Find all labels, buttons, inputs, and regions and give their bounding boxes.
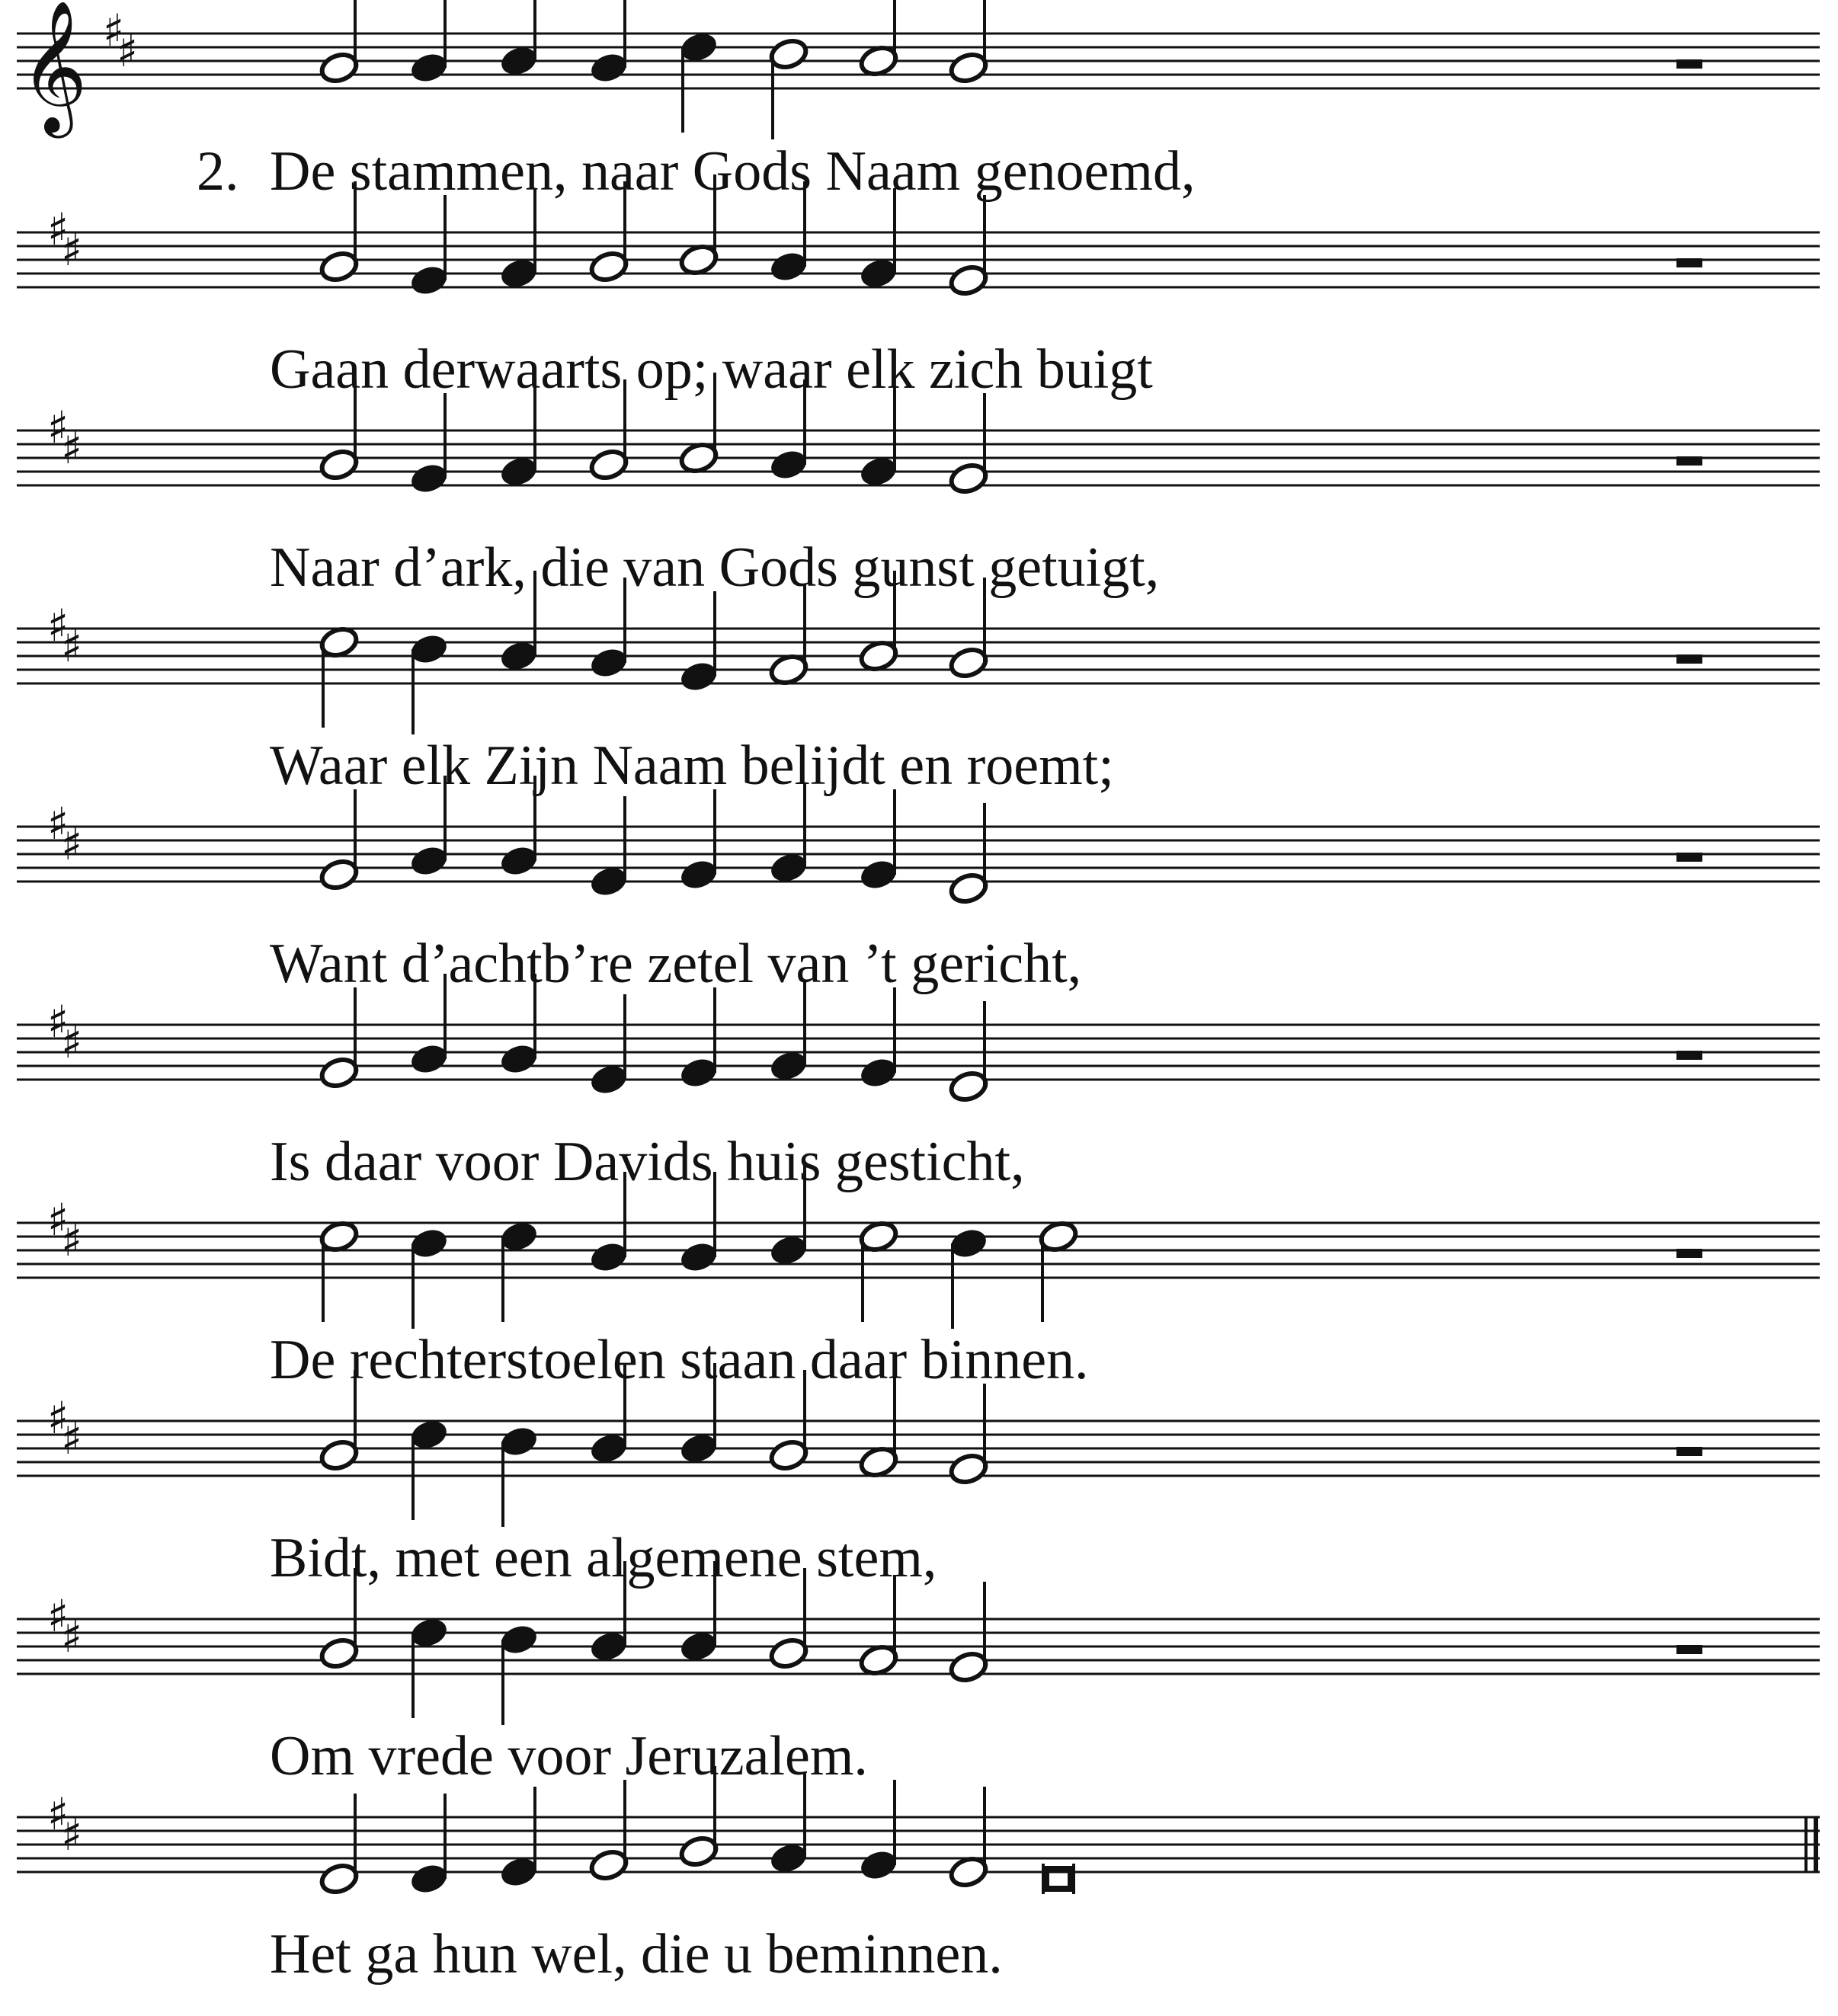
quarter-note: [498, 1219, 540, 1254]
key-sharp-f-icon: ♯: [47, 996, 69, 1048]
breath-mark: [1676, 1249, 1702, 1258]
quarter-note: [498, 454, 540, 489]
quarter-note: [678, 1055, 719, 1090]
half-note: [588, 447, 629, 482]
quarter-note: [588, 1629, 629, 1664]
key-sharp-f-icon: ♯: [47, 1392, 69, 1444]
half-note: [319, 625, 360, 660]
half-note: [319, 1861, 360, 1896]
quarter-note: [498, 843, 540, 878]
lyric-line: De rechterstoelen staan daar binnen.: [270, 1329, 1089, 1391]
half-note: [948, 1650, 989, 1685]
quarter-note: [408, 50, 450, 85]
key-sharp-c-icon: ♯: [61, 422, 83, 474]
key-sharp-c-icon: ♯: [61, 818, 83, 870]
half-note: [948, 1069, 989, 1104]
half-note: [319, 1636, 360, 1671]
quarter-note: [588, 50, 629, 85]
half-note: [319, 447, 360, 482]
half-note: [948, 461, 989, 496]
quarter-note: [498, 1622, 540, 1657]
key-sharp-c-icon: ♯: [61, 1214, 83, 1266]
quarter-note: [498, 1424, 540, 1459]
quarter-note: [498, 1042, 540, 1077]
quarter-note: [678, 1431, 719, 1466]
quarter-note: [408, 1226, 450, 1261]
breath-mark: [1676, 654, 1702, 664]
lyric-line: Naar d’ark, die van Gods gunst getuigt,: [270, 536, 1160, 599]
half-note: [858, 1445, 899, 1480]
half-note: [948, 871, 989, 906]
half-note: [678, 242, 719, 277]
half-note: [948, 645, 989, 680]
half-note: [858, 1643, 899, 1678]
quarter-note: [408, 1417, 450, 1452]
half-note: [588, 1848, 629, 1883]
half-note: [768, 652, 809, 687]
quarter-note: [858, 857, 899, 892]
key-sharp-f-icon: ♯: [47, 798, 69, 850]
quarter-note: [678, 1240, 719, 1275]
lyric-line: Waar elk Zijn Naam belijdt en roemt;: [270, 734, 1114, 797]
lyric-line: Want d’achtb’re zetel van ’t gericht,: [270, 933, 1082, 995]
quarter-note: [498, 43, 540, 78]
lyric-line: Is daar voor Davids huis gesticht,: [270, 1131, 1025, 1193]
lyric-line: Gaan derwaarts op; waar elk zich buigt: [270, 338, 1153, 401]
key-sharp-c-icon: ♯: [117, 25, 139, 77]
half-note: [319, 249, 360, 284]
quarter-note: [678, 1629, 719, 1664]
quarter-note: [948, 1226, 989, 1261]
half-note: [948, 50, 989, 85]
key-sharp-c-icon: ♯: [61, 224, 83, 276]
staff-system: [17, 0, 1820, 139]
half-note: [678, 440, 719, 475]
half-note: [319, 1055, 360, 1090]
half-note: [678, 1834, 719, 1869]
breath-mark: [1676, 853, 1702, 862]
key-sharp-f-icon: ♯: [47, 1590, 69, 1642]
quarter-note: [678, 30, 719, 65]
quarter-note: [858, 256, 899, 291]
quarter-note: [678, 659, 719, 694]
quarter-note: [678, 857, 719, 892]
quarter-note: [768, 1048, 809, 1083]
breath-mark: [1676, 258, 1702, 267]
lyric-line: De stammen, naar Gods Naam genoemd,: [270, 140, 1196, 203]
quarter-note: [768, 850, 809, 885]
verse-number: 2.: [197, 140, 239, 203]
key-sharp-c-icon: ♯: [61, 1611, 83, 1662]
half-note: [768, 1438, 809, 1473]
half-note: [768, 1636, 809, 1671]
quarter-note: [768, 1841, 809, 1876]
treble-clef-icon: 𝄞: [20, 0, 88, 133]
key-sharp-f-icon: ♯: [47, 1788, 69, 1840]
quarter-note: [588, 645, 629, 680]
key-sharp-f-icon: ♯: [47, 600, 69, 651]
key-sharp-f-icon: ♯: [47, 1194, 69, 1246]
key-sharp-f-icon: ♯: [47, 203, 69, 255]
breath-mark: [1676, 1051, 1702, 1060]
key-sharp-f-icon: ♯: [47, 402, 69, 453]
quarter-note: [768, 447, 809, 482]
half-note: [948, 1854, 989, 1890]
half-note: [319, 857, 360, 892]
lyric-line: Het ga hun wel, die u beminnen.: [270, 1923, 1003, 1986]
quarter-note: [408, 632, 450, 667]
half-note: [768, 37, 809, 72]
quarter-note: [858, 1848, 899, 1883]
breve-note: [1046, 1869, 1071, 1889]
quarter-note: [588, 1240, 629, 1275]
half-note: [858, 43, 899, 78]
quarter-note: [768, 1233, 809, 1268]
breath-mark: [1676, 1447, 1702, 1456]
breath-mark: [1676, 1645, 1702, 1654]
quarter-note: [588, 1431, 629, 1466]
quarter-note: [858, 454, 899, 489]
quarter-note: [408, 263, 450, 298]
quarter-note: [408, 843, 450, 878]
half-note: [858, 638, 899, 674]
key-sharp-f-icon: ♯: [103, 5, 125, 56]
key-sharp-c-icon: ♯: [61, 1413, 83, 1464]
quarter-note: [588, 864, 629, 899]
quarter-note: [588, 1062, 629, 1097]
quarter-note: [768, 249, 809, 284]
key-sharp-c-icon: ♯: [61, 1809, 83, 1861]
key-sharp-c-icon: ♯: [61, 620, 83, 672]
half-note: [1038, 1219, 1079, 1254]
half-note: [948, 263, 989, 298]
quarter-note: [858, 1055, 899, 1090]
quarter-note: [498, 256, 540, 291]
half-note: [588, 249, 629, 284]
quarter-note: [408, 1042, 450, 1077]
quarter-note: [408, 1861, 450, 1896]
half-note: [319, 1438, 360, 1473]
quarter-note: [408, 1615, 450, 1650]
breath-mark: [1676, 456, 1702, 466]
breath-mark: [1676, 59, 1702, 69]
half-note: [858, 1219, 899, 1254]
lyric-line: Om vrede voor Jeruzalem.: [270, 1725, 868, 1787]
quarter-note: [408, 461, 450, 496]
half-note: [319, 1219, 360, 1254]
quarter-note: [498, 638, 540, 674]
quarter-note: [498, 1854, 540, 1890]
half-note: [948, 1451, 989, 1486]
half-note: [319, 50, 360, 85]
key-sharp-c-icon: ♯: [61, 1016, 83, 1068]
lyric-line: Bidt, met een algemene stem,: [270, 1527, 937, 1589]
